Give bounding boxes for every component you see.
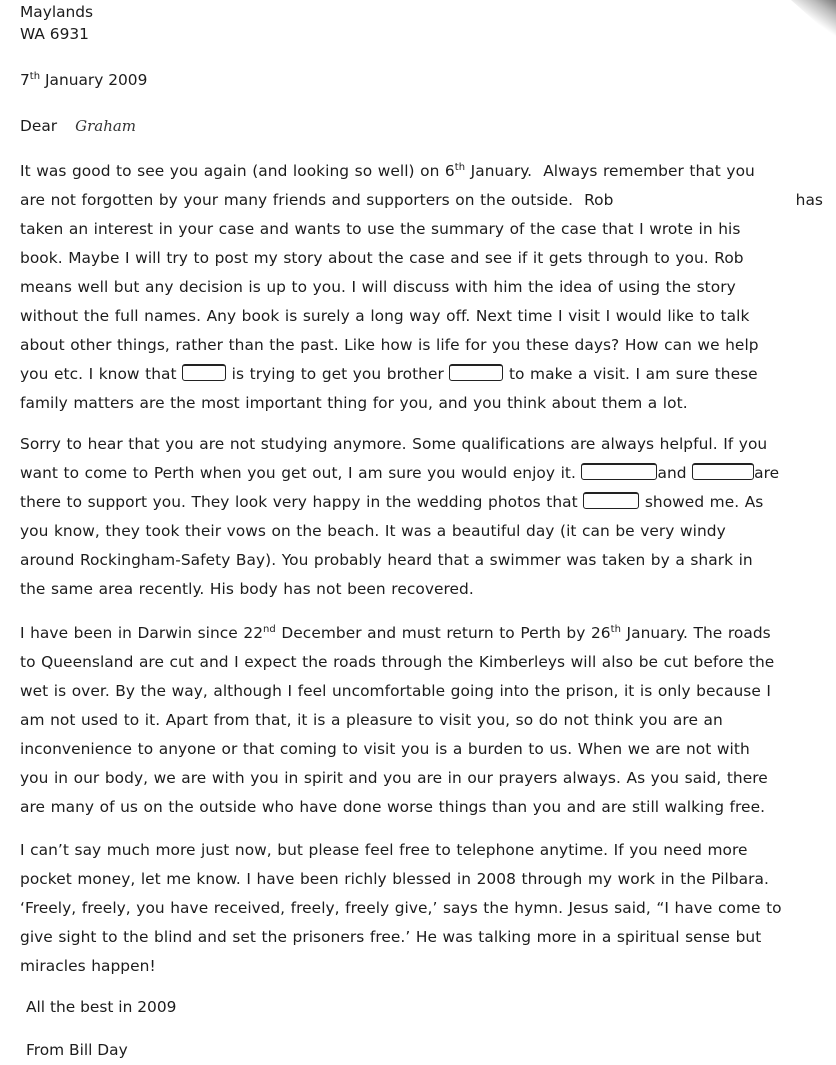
paragraph-2 bbox=[20, 430, 823, 604]
folded-corner bbox=[776, 0, 836, 40]
paragraph-3 bbox=[20, 619, 823, 822]
text-line: family matters are the most important thing for you, and you think about them a lot. bbox=[20, 394, 688, 412]
redaction-box bbox=[182, 364, 226, 381]
text-line: am not used to it. Apart from that, it is a pleasure to visit you, so do not think you are an bbox=[20, 711, 723, 729]
redaction-box bbox=[449, 364, 503, 381]
paragraph-1 bbox=[20, 157, 823, 418]
redaction-box bbox=[581, 463, 657, 480]
text-line: inconvenience to anyone or that coming to visit you is a burden to us. When we are not with bbox=[20, 740, 750, 758]
text-line: you know, they took their vows on the beach. It was a beautiful day (it can be very windy bbox=[20, 522, 726, 540]
salutation: Dear Graham bbox=[20, 117, 137, 135]
text-line: means well but any decision is up to you. I will discuss with him the idea of using the story bbox=[20, 278, 736, 296]
closing-line: All the best in 2009 bbox=[26, 998, 177, 1016]
text-line: I can’t say much more just now, but please feel free to telephone anytime. If you need more bbox=[20, 841, 748, 859]
text-line: give sight to the blind and set the prisoners free.’ He was talking more in a spiritual sense but bbox=[20, 928, 762, 946]
text-line: without the full names. Any book is surely a long way off. Next time I visit I would like to talk bbox=[20, 307, 750, 325]
signature-line: From Bill Day bbox=[26, 1041, 128, 1059]
redaction-box bbox=[692, 463, 754, 480]
paragraph-4 bbox=[20, 836, 823, 981]
text-line: you etc. I know that is trying to get you brother to make a visit. I am sure these bbox=[20, 365, 758, 383]
text-line: are not forgotten by your many friends and supporters on the outside. Rob has bbox=[20, 191, 823, 209]
redaction-box bbox=[583, 492, 639, 509]
letter-date: 7th January 2009 bbox=[20, 70, 148, 89]
text-line: taken an interest in your case and wants to use the summary of the case that I wrote in his bbox=[20, 220, 741, 238]
text-line: the same area recently. His body has not been recovered. bbox=[20, 580, 474, 598]
text-line: to Queensland are cut and I expect the roads through the Kimberleys will also be cut before the bbox=[20, 653, 775, 671]
text-line: It was good to see you again (and looking so well) on 6th January. Always remember that you bbox=[20, 161, 755, 180]
text-line: you in our body, we are with you in spirit and you are in our prayers always. As you said, there bbox=[20, 769, 768, 787]
text-line: Sorry to hear that you are not studying anymore. Some qualifications are always helpful. If you bbox=[20, 435, 768, 453]
text-line: want to come to Perth when you get out, I am sure you would enjoy it. and are bbox=[20, 464, 780, 482]
text-line: I have been in Darwin since 22nd December and must return to Perth by 26th January. The roads bbox=[20, 623, 771, 642]
text-line: about other things, rather than the past. Like how is life for you these days? How can we help bbox=[20, 336, 759, 354]
text-line: book. Maybe I will try to post my story about the case and see if it gets through to you. Rob bbox=[20, 249, 744, 267]
text-line: pocket money, let me know. I have been richly blessed in 2008 through my work in the Pilbara. bbox=[20, 870, 769, 888]
handwritten-name: Graham bbox=[75, 117, 137, 135]
address-line-1: Maylands bbox=[20, 3, 94, 21]
text-line: ‘Freely, freely, you have received, freely, freely give,’ says the hymn. Jesus said, “I have come to bbox=[20, 899, 782, 917]
text-line: around Rockingham-Safety Bay). You probably heard that a swimmer was taken by a shark in bbox=[20, 551, 753, 569]
address-line-2: WA 6931 bbox=[20, 25, 89, 43]
text-line: miracles happen! bbox=[20, 957, 156, 975]
text-line: wet is over. By the way, although I feel uncomfortable going into the prison, it is only because I bbox=[20, 682, 772, 700]
text-line: are many of us on the outside who have done worse things than you and are still walking free. bbox=[20, 798, 766, 816]
text-line: there to support you. They look very happy in the wedding photos that showed me. As bbox=[20, 493, 764, 511]
